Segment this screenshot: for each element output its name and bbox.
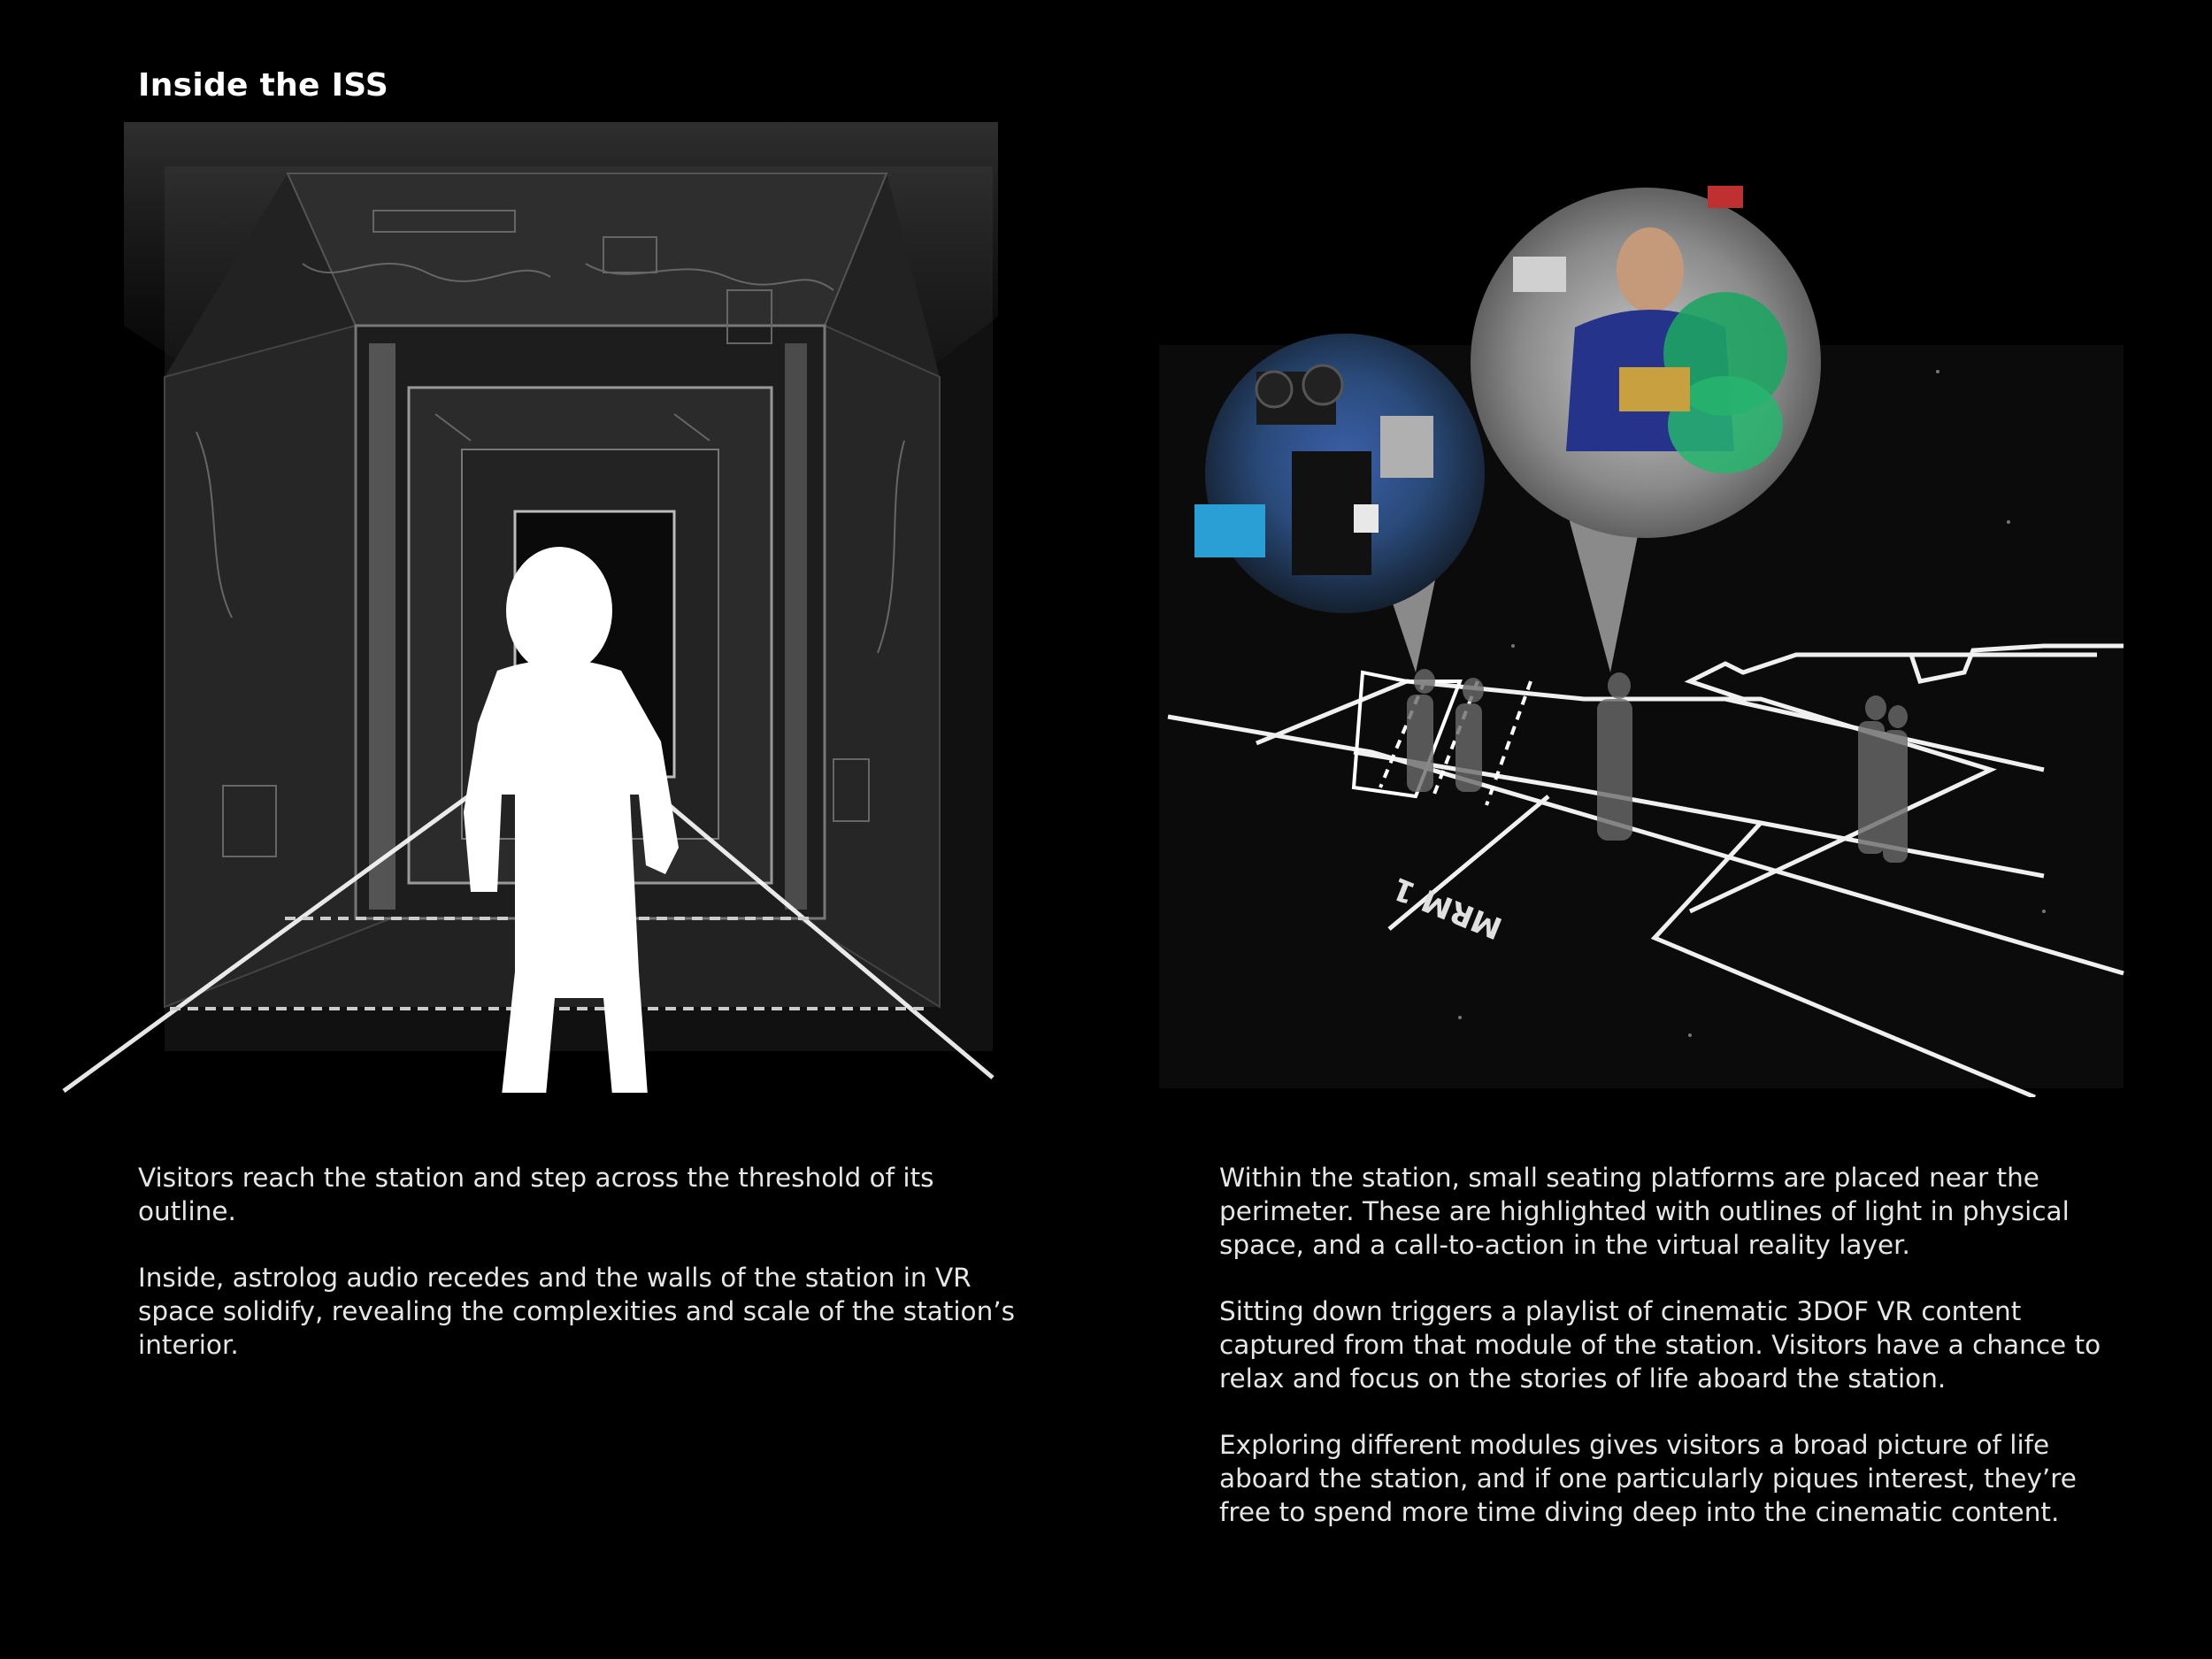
seating-platforms-illustration <box>1159 150 2132 1097</box>
iss-corridor-illustration <box>55 122 1002 1093</box>
right-paragraph-1: Within the station, small seating platforms are placed near the perimeter. These are highlighted with outlines of light in physical space, and a call-to-action in the virtual reality layer. <box>1219 1163 2070 1260</box>
right-description <box>1219 1161 2131 1562</box>
left-paragraph-1: Visitors reach the station and step across the threshold of its outline. <box>138 1163 934 1226</box>
module-label: MRM 1 <box>1387 870 1508 946</box>
right-paragraph-3: Exploring different modules gives visitors a broad picture of life aboard the station, and if one particularly piques interest, they’re free to spend more time diving deep into the cinematic content. <box>1219 1430 2077 1527</box>
right-paragraph-2: Sitting down triggers a playlist of cinematic 3DOF VR content captured from that module of the station. Visitors have a chance to relax and focus on the stories of life aboard the station. <box>1219 1296 2101 1394</box>
left-paragraph-2: Inside, astrolog audio recedes and the walls of the station in VR space solidify, revealing the complexities and scale of the station’s interior. <box>138 1263 1016 1360</box>
page-title: Inside the ISS <box>138 67 389 104</box>
astronaut-photo-callout-icon <box>1471 186 1821 538</box>
iss-corridor-sketch <box>55 122 1002 1093</box>
left-description <box>138 1161 1023 1394</box>
platform-diagram <box>1159 150 2132 1097</box>
